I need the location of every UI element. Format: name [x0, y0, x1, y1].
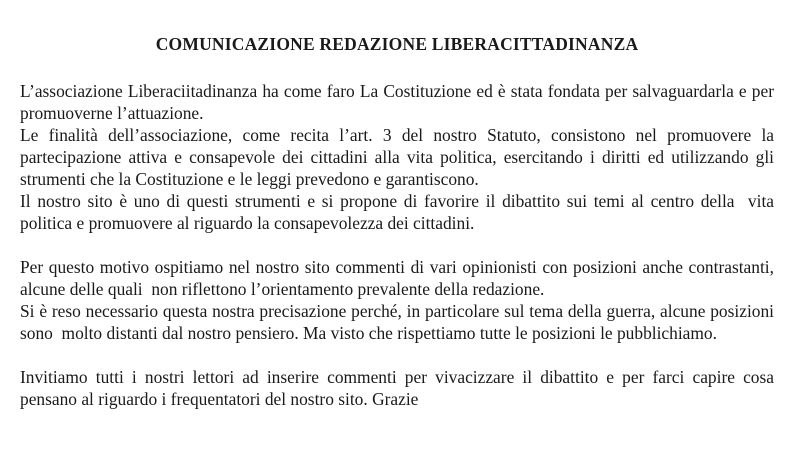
sentence-3-1: Invitiamo tutti i nostri lettori ad inserire commenti per vivacizzare il dibattito e per farci capire cosa pensano al riguardo i frequentatori del nostro sito. Grazie: [20, 367, 779, 409]
sentence-2-1: Per questo motivo ospitiamo nel nostro sito commenti di vari opinionisti con posizioni anche contrastanti, alcune delle quali non riflettono l’orientamento prevalente della redazione.: [20, 257, 779, 299]
sentence-1-3: Il nostro sito è uno di questi strumenti e si propone di favorire il dibattito sui temi al centro della vita politica e promuovere al riguardo la consapevolezza dei cittadini.: [20, 191, 779, 233]
document-title: COMUNICAZIONE REDAZIONE LIBERACITTADINANZA: [155, 34, 639, 54]
paragraph-block-2: [20, 256, 779, 344]
sentence-2-2: Si è reso necessario questa nostra precisazione perché, in particolare sul tema della guerra, alcune posizioni sono molto distanti dal nostro pensiero. Ma visto che rispettiamo tutte le posizioni le pubblichiamo.: [20, 301, 779, 343]
sentence-1-2: Le finalità dell’associazione, come recita l’art. 3 del nostro Statuto, consistono nel promuovere la partecipazione attiva e consapevole dei cittadini alla vita politica, esercitando i diritti ed utilizzando gli strumenti che la Costituzione e le leggi prevedono e garantiscono.: [20, 125, 779, 189]
document-body: [20, 80, 779, 410]
sentence-1-1: L’associazione Liberaciitadinanza ha come faro La Costituzione ed è stata fondata per salvaguardarla e per promuoverne l’attuazione.: [20, 81, 779, 123]
paragraph-block-1: [20, 80, 779, 234]
paragraph-block-3: [20, 366, 779, 410]
